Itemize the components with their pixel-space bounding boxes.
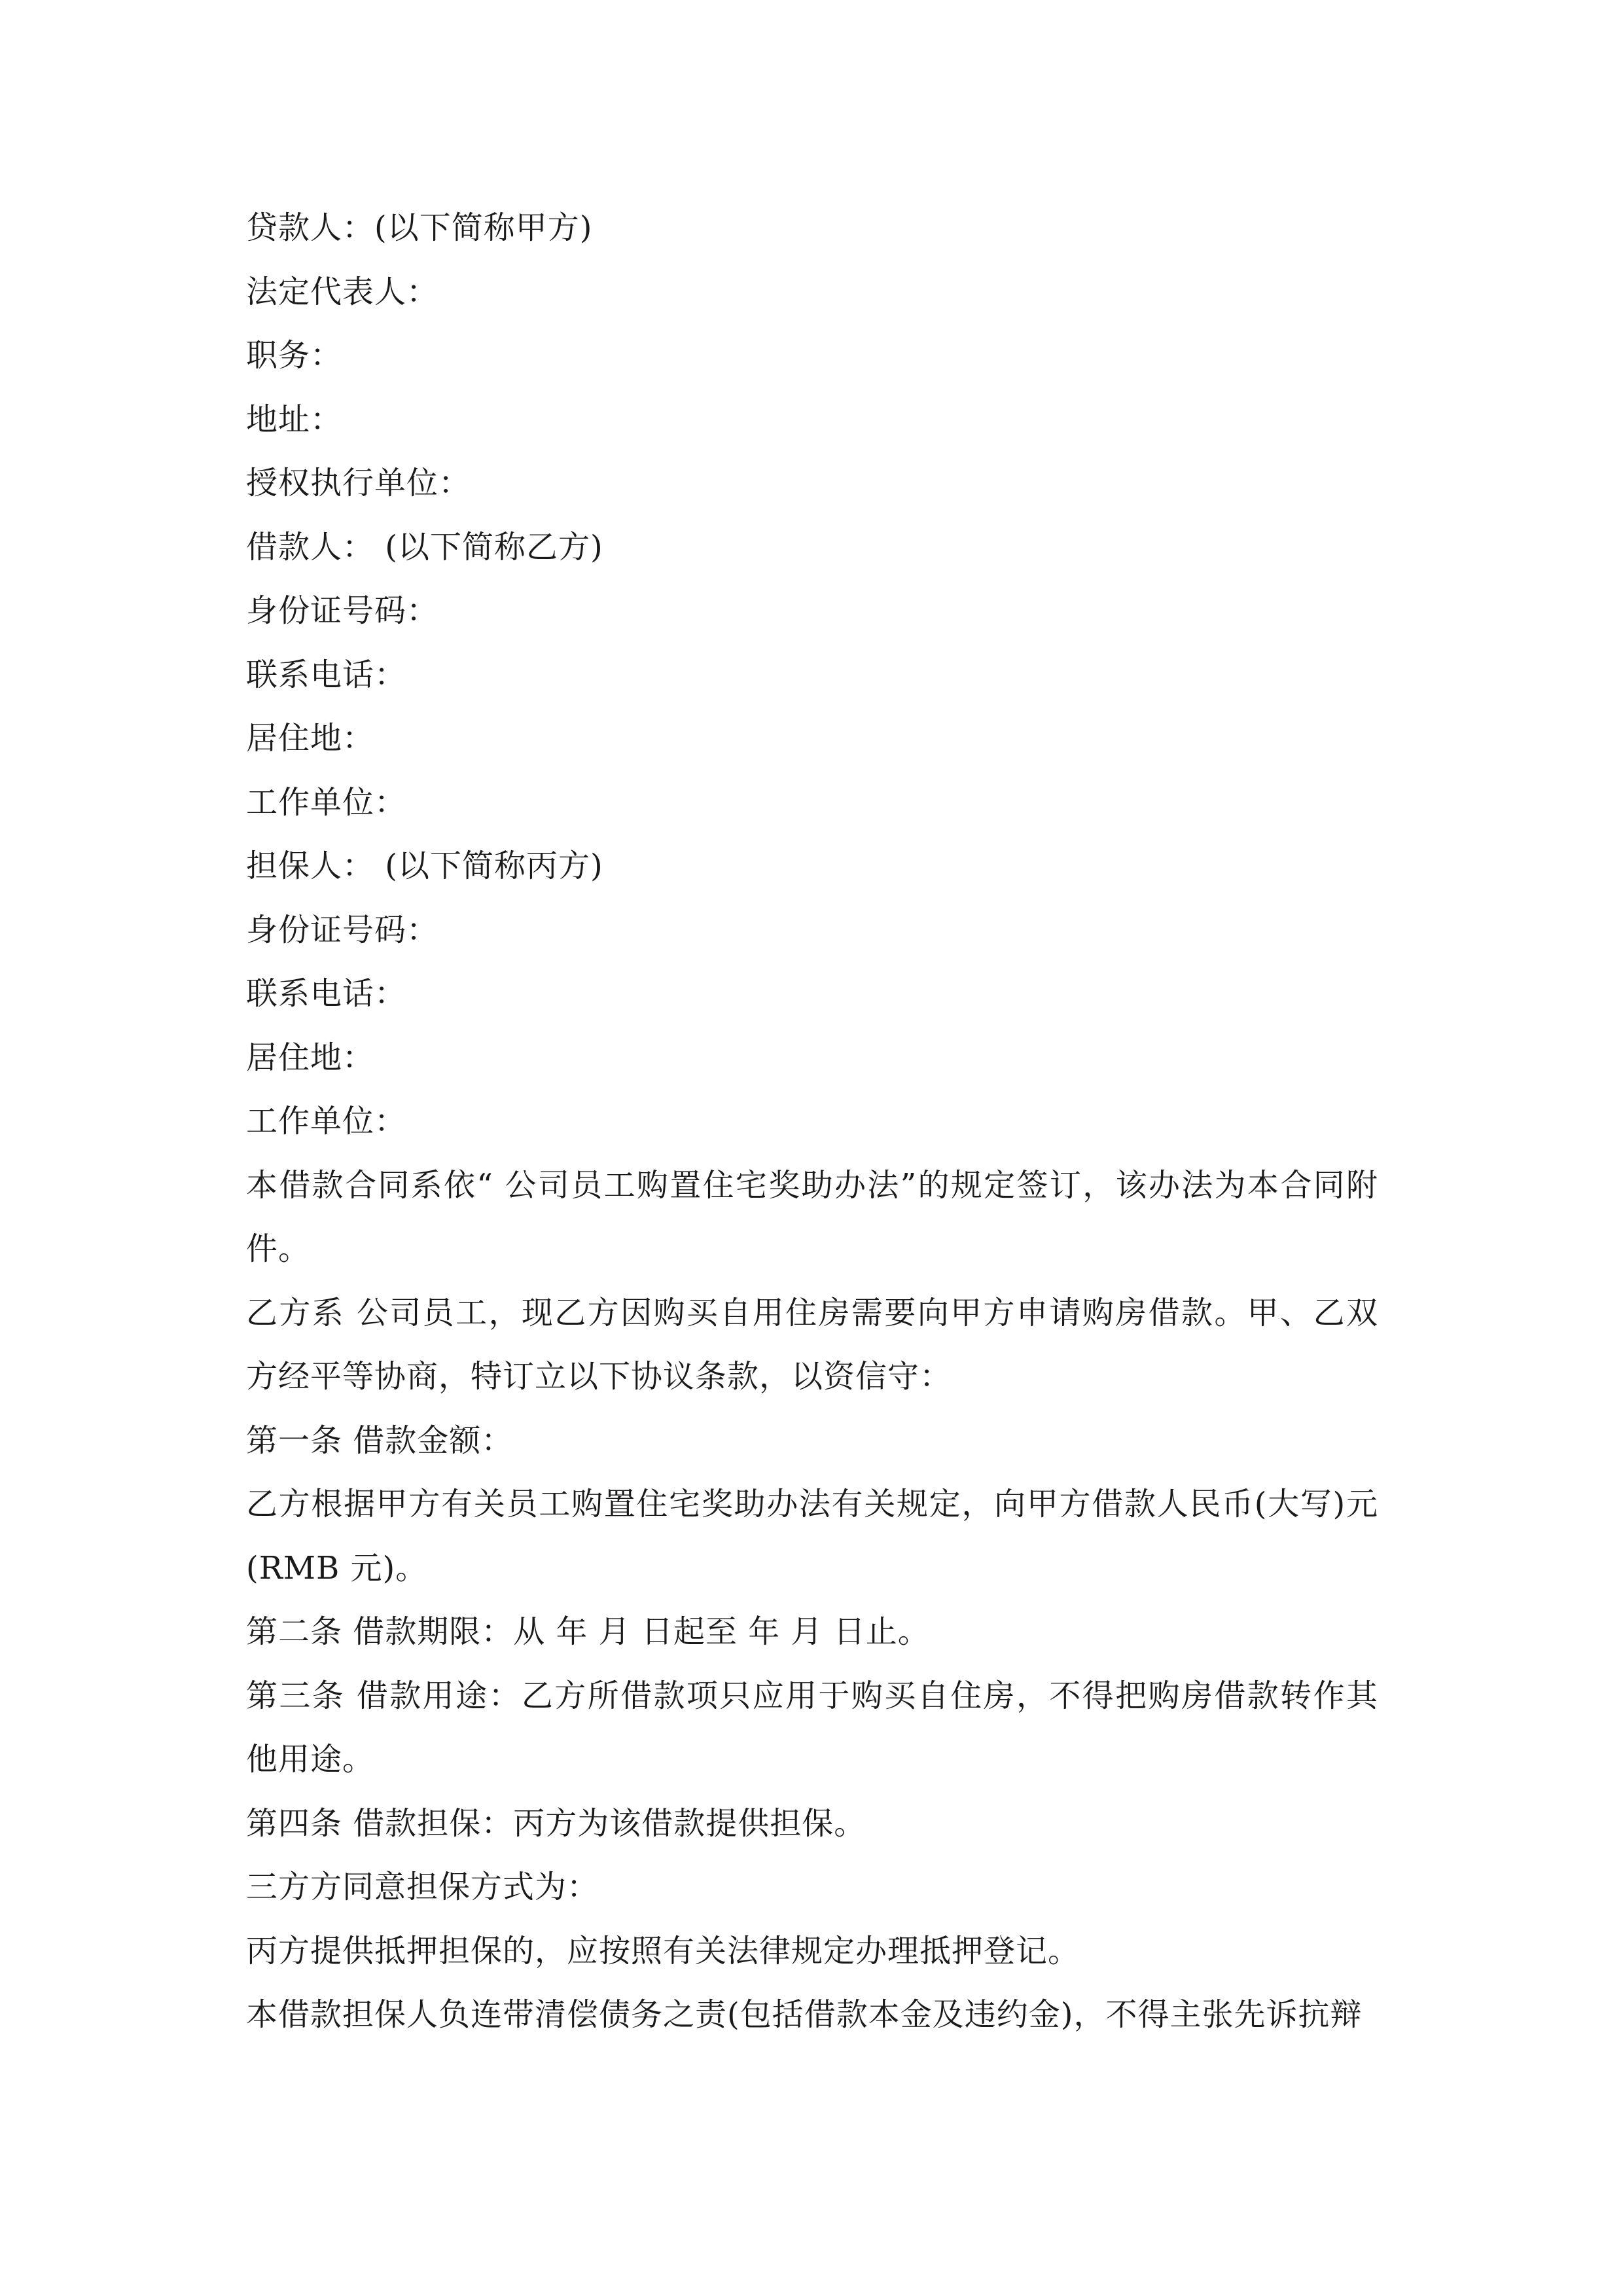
borrower-employer-line: 工作单位：: [246, 783, 407, 821]
mortgage-line: 丙方提供抵押担保的，应按照有关法律规定办理抵押登记。: [246, 1932, 1080, 1969]
guarantor-id-line: 身份证号码：: [246, 911, 439, 948]
article1-title: 第一条 借款金额：: [246, 1422, 514, 1459]
borrower-id-line: 身份证号码：: [246, 592, 439, 629]
borrower-residence-line: 居住地：: [246, 720, 375, 757]
background-paragraph: 乙方系 公司员工，现乙方因购买自用住房需要向甲方申请购房借款。甲、乙双方经平等协商，特订立以下协议条款，以资信守：: [246, 1294, 1378, 1395]
borrower-phone-line: 联系电话：: [246, 656, 407, 693]
guarantor-line: 担保人： (以下简称丙方): [246, 848, 603, 884]
legal-rep-line: 法定代表人：: [246, 273, 439, 310]
article3-paragraph: 第三条 借款用途：乙方所借款项只应用于购买自住房，不得把购房借款转作其他用途。: [246, 1677, 1378, 1778]
basis-paragraph: 本借款合同系依“ 公司员工购置住宅奖助办法”的规定签订，该办法为本合同附件。: [246, 1166, 1378, 1267]
guarantee-method-line: 三方方同意担保方式为：: [246, 1869, 599, 1905]
contract-page: [246, 196, 1378, 2047]
article4-line: 第四条 借款担保：丙方为该借款提供担保。: [246, 1804, 866, 1842]
borrower-line: 借款人： (以下简称乙方): [246, 528, 603, 565]
authorized-unit-line: 授权执行单位：: [246, 465, 471, 501]
joint-liability-line: 本借款担保人负连带清偿债务之责(包括借款本金及违约金)，不得主张先诉抗辩: [246, 1996, 1363, 2033]
guarantor-residence-line: 居住地：: [246, 1039, 375, 1076]
guarantor-employer-line: 工作单位：: [246, 1103, 407, 1139]
lender-line: 贷款人：(以下简称甲方): [246, 209, 593, 246]
article2-line: 第二条 借款期限：从 年 月 日起至 年 月 日止。: [246, 1613, 930, 1650]
article1-paragraph: 乙方根据甲方有关员工购置住宅奖助办法有关规定，向甲方借款人民币(大写)元(RMB 元)。: [246, 1486, 1378, 1587]
address-line: 地址：: [246, 401, 343, 438]
position-line: 职务：: [246, 337, 343, 374]
guarantor-phone-line: 联系电话：: [246, 975, 407, 1012]
